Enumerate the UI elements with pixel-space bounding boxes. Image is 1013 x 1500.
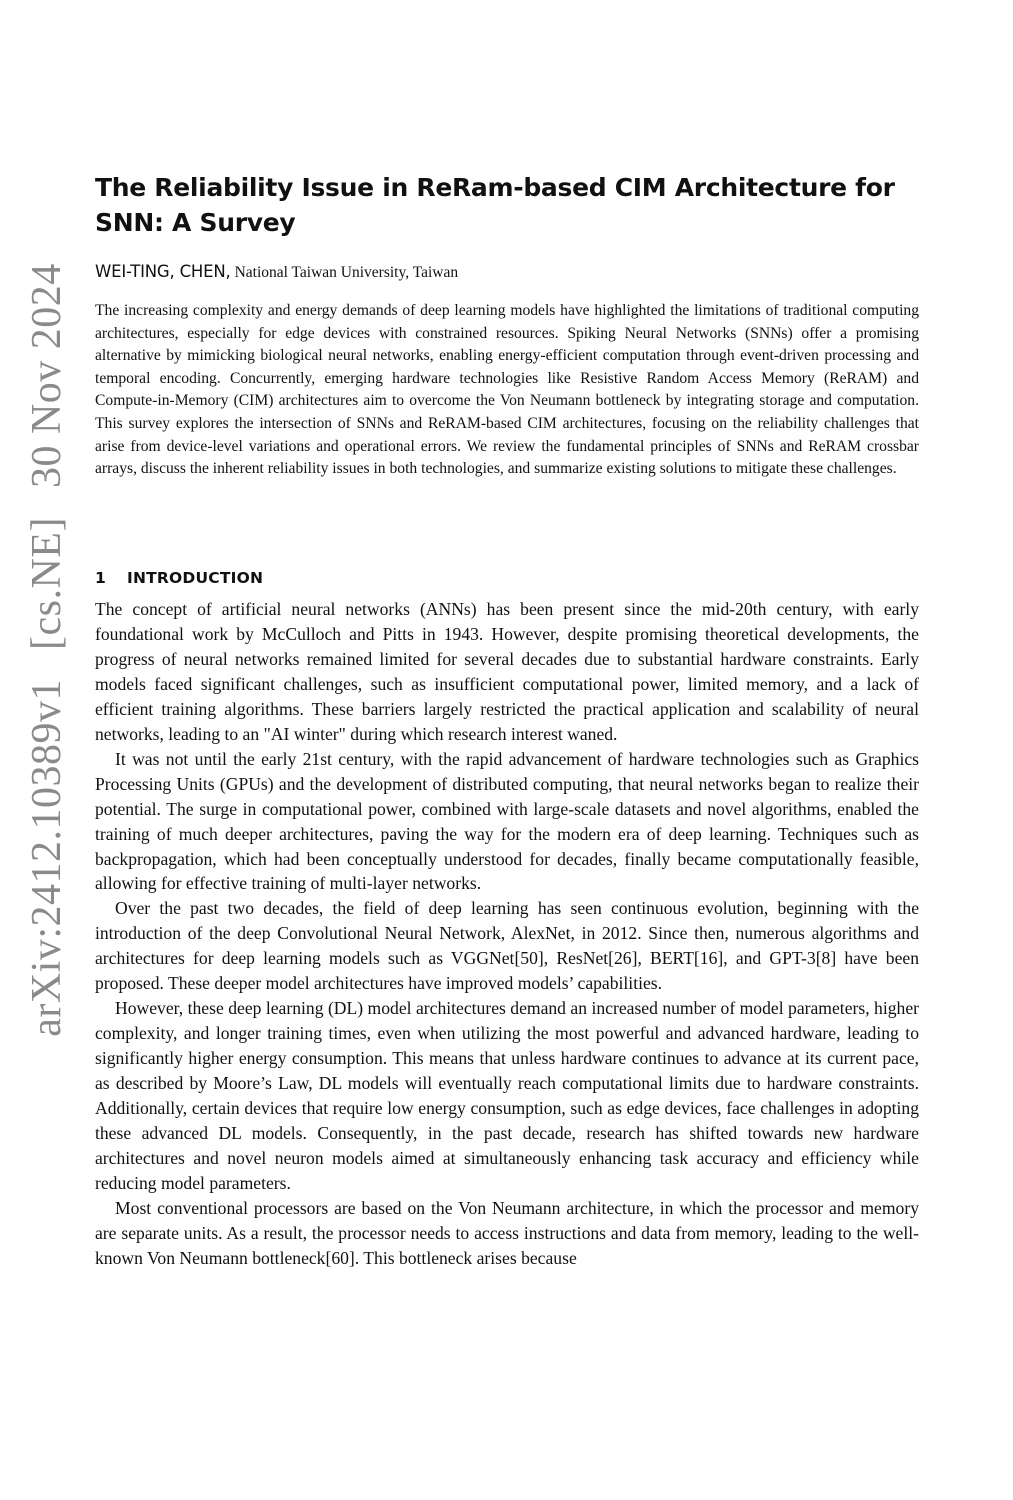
section-title: INTRODUCTION bbox=[127, 569, 264, 587]
author-name: WEI-TING, CHEN, bbox=[95, 262, 231, 281]
paper-title: The Reliability Issue in ReRam-based CIM Architecture for SNN: A Survey bbox=[95, 173, 895, 237]
arxiv-date: 30 Nov 2024 bbox=[24, 263, 70, 489]
paragraph: Most conventional processors are based on the Von Neumann architecture, in which the processor and memory are separate units. As a result, the processor needs to access instructions and data from memory, leading to the well-known Von Neumann bottleneck[60]. This bottleneck arises because bbox=[95, 1197, 919, 1268]
author-affiliation: National Taiwan University, Taiwan bbox=[234, 264, 459, 281]
section-heading-introduction bbox=[95, 569, 263, 587]
paragraph: Over the past two decades, the field of deep learning has seen continuous evolution, beginning with the introduction of the deep Convolutional Neural Network, AlexNet, in 2012. Since then, numerous algorithms and architectures for deep learning models such as VGGNet[50], ResNet[26], BERT[16], and GPT-3[8] have been proposed. These deeper model architectures have improved models’ capabilities. bbox=[95, 898, 919, 994]
paragraph: It was not until the early 21st century, with the rapid advancement of hardware technologies such as Graphics Processing Units (GPUs) and the development of distributed computing, that neural networks began to realize their potential. The surge in computational power, combined with large-scale datasets and novel algorithms, enabled the training of much deeper architectures, paving the way for the modern era of deep learning. Techniques such as backpropagation, which had been conceptually understood for decades, finally became computationally feasible, allowing for effective training of multi-layer networks. bbox=[95, 748, 919, 894]
paragraph: The concept of artificial neural networks (ANNs) has been present since the mid-20th century, with early foundational work by McCulloch and Pitts in 1943. However, despite promising theoretical developments, the progress of neural networks remained limited for several decades due to substantial hardware constraints. Early models faced significant challenges, such as insufficient computational power, limited memory, and a lack of efficient training algorithms. These barriers largely restricted the practical application and scalability of neural networks, leading to an "AI winter" during which research interest waned. bbox=[95, 599, 919, 744]
paragraph: However, these deep learning (DL) model architectures demand an increased number of model parameters, higher complexity, and longer training times, even when utilizing the most powerful and advanced hardware, leading to significantly higher energy consumption. This means that unless hardware continues to advance at its current pace, as described by Moore’s Law, DL models will eventually reach computational limits due to hardware constraints. Additionally, certain devices that require low energy consumption, such as edge devices, face challenges in adopting these advanced DL models. Consequently, in the past decade, research has shifted towards new hardware architectures and novel neuron models aimed at simultaneously enhancing task accuracy and efficiency while reducing model parameters. bbox=[95, 998, 919, 1193]
introduction-body bbox=[95, 597, 919, 1271]
arxiv-category: [cs.NE] bbox=[24, 517, 70, 650]
arxiv-id: arXiv:2412.10389v1 bbox=[24, 679, 70, 1037]
author-line bbox=[95, 262, 458, 282]
arxiv-identifier-stamp bbox=[23, 254, 71, 1046]
section-number: 1 bbox=[95, 569, 106, 587]
abstract: The increasing complexity and energy demands of deep learning models have highlighted the limitations of traditional computing architectures, especially for edge devices with constrained resources. Spiking Neural Networks (SNNs) offer a promising alternative by mimicking biological neural networks, enabling energy-efficient computation through event-driven processing and temporal encoding. Concurrently, emerging hardware technologies like Resistive Random Access Memory (ReRAM) and Compute-in-Memory (CIM) architectures aim to overcome the Von Neumann bottleneck by integrating storage and computation. This survey explores the intersection of SNNs and ReRAM-based CIM architectures, focusing on the reliability challenges that arise from device-level variations and operational errors. We review the fundamental principles of SNNs and ReRAM crossbar arrays, discuss the inherent reliability issues in both technologies, and summarize existing solutions to mitigate these challenges. bbox=[95, 302, 919, 478]
